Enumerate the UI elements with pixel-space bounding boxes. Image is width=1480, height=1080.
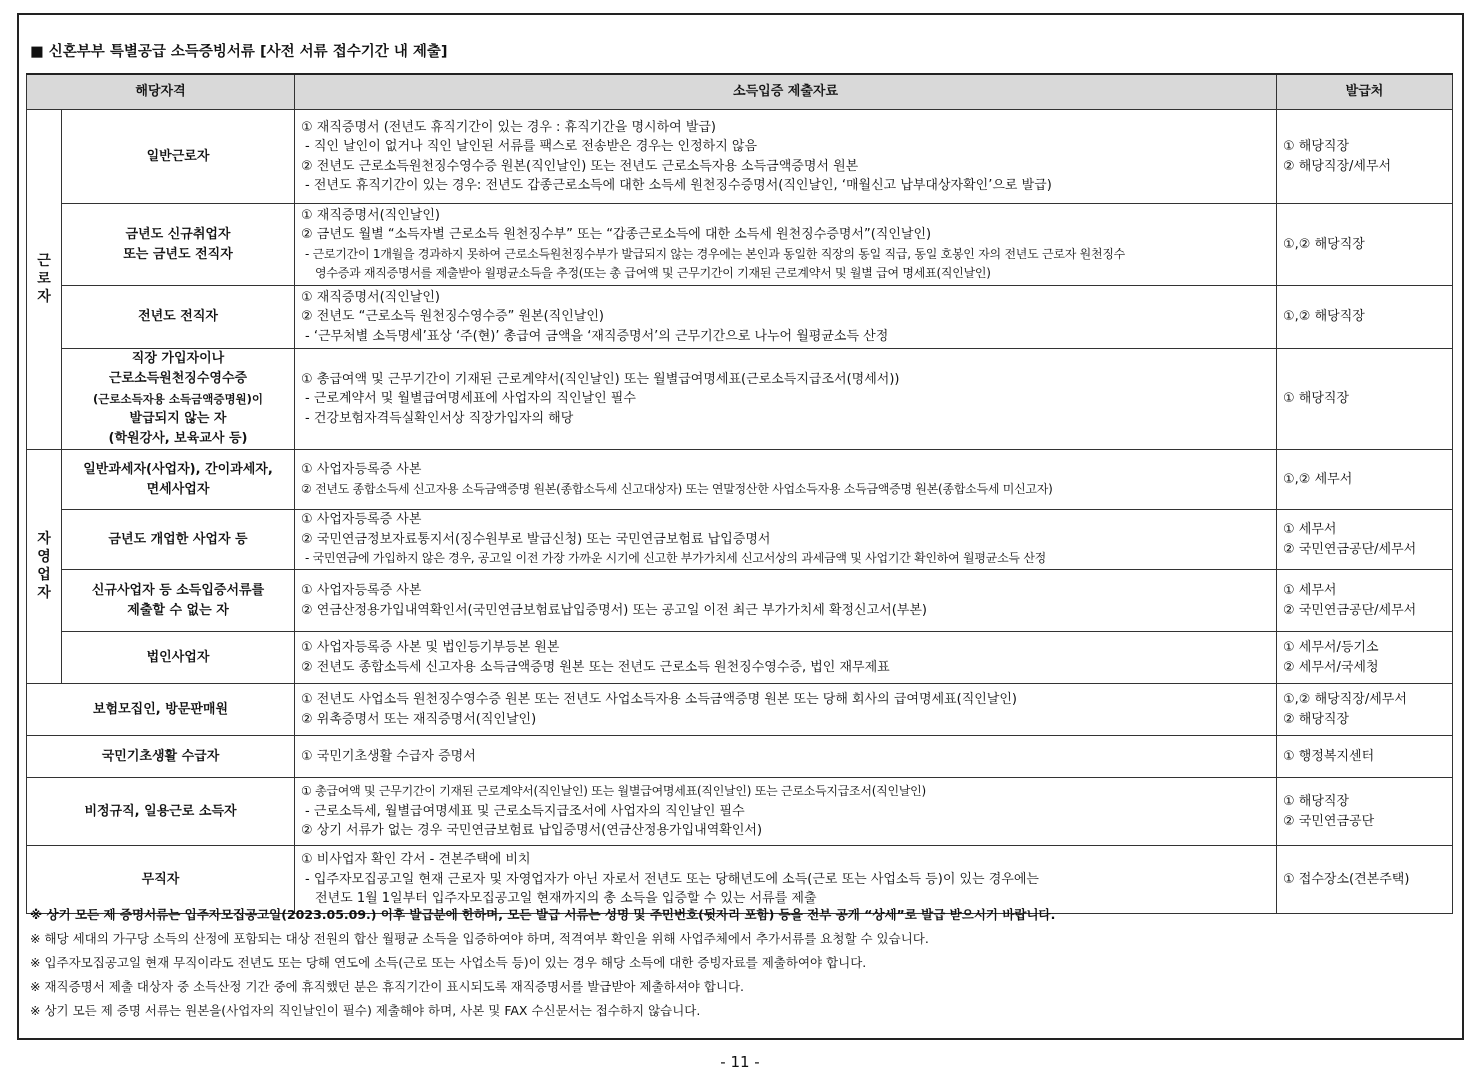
documents-cell: ① 총급여액 및 근무기간이 기재된 근로계약서(직인날인) 또는 월별급여명세표(직인날인) 또는 근로소득지급조서(직인날인) - 근로소득세, 월별급여명세표 및 근로소득지급조서에 사업자의 직인날인 필수 ② 상기 서류가 없는 경우 국민연금보험료 납입증명서(연금산정용가입내역확인서) <box>295 778 1277 846</box>
documents-cell: ① 전년도 사업소득 원천징수영수증 원본 또는 전년도 사업소득자용 소득금액증명 원본 또는 당해 회사의 급여명세표(직인날인) ② 위촉증명서 또는 재직증명서(직인날인) <box>295 684 1277 736</box>
note-item: ※ 입주자모집공고일 현재 무직이라도 전년도 또는 당해 연도에 소득(근로 또는 사업소득 등)이 있는 경우 해당 소득에 대한 증빙자료를 제출하여야 합니다. <box>30 955 867 970</box>
issuer-cell: ① 접수장소(견본주택) <box>1277 846 1453 914</box>
table-row <box>27 778 1453 846</box>
issuer-cell: ① 세무서 ② 국민연금공단/세무서 <box>1277 570 1453 632</box>
issuer-cell: ① 해당직장 <box>1277 349 1453 450</box>
table-row <box>27 736 1453 778</box>
header-qualification: 해당자격 <box>27 74 295 110</box>
qualification-cell: 일반근로자 <box>62 110 295 204</box>
table-row <box>27 110 1453 204</box>
issuer-cell: ①,② 세무서 <box>1277 450 1453 510</box>
documents-cell: ① 비사업자 확인 각서 - 견본주택에 비치 - 입주자모집공고일 현재 근로자 및 자영업자가 아닌 자로서 전년도 또는 당해년도에 소득(근로 또는 사업소득 등)이 있는 경우에는 전년도 1월 1일부터 입주자모집공고일 현재까지의 총 소득을 입증할 수 있는 서류를 제출 <box>295 846 1277 914</box>
issuer-cell: ① 해당직장 ② 해당직장/세무서 <box>1277 110 1453 204</box>
group-self-employed: 자영업자 <box>27 450 62 684</box>
issuer-cell: ① 해당직장 ② 국민연금공단 <box>1277 778 1453 846</box>
documents-cell: ① 국민기초생활 수급자 증명서 <box>295 736 1277 778</box>
table-row <box>27 684 1453 736</box>
note-item: ※ 해당 세대의 가구당 소득의 산정에 포함되는 대상 전원의 합산 월평균 소득을 입증하여야 하며, 적격여부 확인을 위해 사업주체에서 추가서류를 요청할 수 있습니다. <box>30 931 929 946</box>
table-row <box>27 632 1453 684</box>
qualification-cell: 비정규직, 일용근로 소득자 <box>27 778 295 846</box>
table-row <box>27 570 1453 632</box>
table-row <box>27 286 1453 349</box>
table-row <box>27 349 1453 450</box>
table-row <box>27 510 1453 570</box>
issuer-cell: ① 세무서 ② 국민연금공단/세무서 <box>1277 510 1453 570</box>
header-issuer: 발급처 <box>1277 74 1453 110</box>
table-header-row <box>27 74 1453 110</box>
issuer-cell: ①,② 해당직장/세무서 ② 해당직장 <box>1277 684 1453 736</box>
qualification-cell: 전년도 전직자 <box>62 286 295 349</box>
table-row <box>27 204 1453 286</box>
qualification-cell: 금년도 신규취업자 또는 금년도 전직자 <box>62 204 295 286</box>
documents-cell: ① 사업자등록증 사본 ② 국민연금정보자료통지서(징수원부로 발급신청) 또는 국민연금보험료 납입증명서 - 국민연금에 가입하지 않은 경우, 공고일 이전 가장 가까운 시기에 신고한 부가가치세 신고서상의 과세금액 및 사업기간 확인하여 월평균소득 산정 <box>295 510 1277 570</box>
notes-section <box>30 903 1450 1023</box>
documents-cell: ① 재직증명서(직인날인) ② 금년도 월별 “소득자별 근로소득 원천징수부” 또는 “갑종근로소득에 대한 소득세 원천징수증명서”(직인날인) - 근로기간이 1개월을 경과하지 못하여 근로소득원천징수부가 발급되지 않는 경우에는 본인과 동일한 직장의 동일 직급, 동일 호봉인 자의 전년도 근로자 원천징수 영수증과 재직증명서를 제출받아 월평균소득을 추정(또는 총 급여액 및 근무기간이 기재된 근로계약서 및 월별 급여 명세표(직인날인) <box>295 204 1277 286</box>
documents-cell: ① 재직증명서(직인날인) ② 전년도 “근로소득 원천징수영수증” 원본(직인날인) - ‘근무처별 소득명세’표상 ‘주(현)’ 총급여 금액을 ‘재직증명서’의 근무기간으로 나누어 월평균소득 산정 <box>295 286 1277 349</box>
section-title: ■ 신혼부부 특별공급 소득증빙서류 [사전 서류 접수기간 내 제출] <box>30 44 448 60</box>
note-item: ※ 상기 모든 제 증명서류는 입주자모집공고일(2023.05.09.) 이후 발급분에 한하며, 모든 발급 서류는 성명 및 주민번호(뒷자리 포함) 등을 전부 공개 “상세”로 발급 받으시기 바랍니다. <box>30 907 1056 922</box>
note-item: ※ 재직증명서 제출 대상자 중 소득산정 기간 중에 휴직했던 분은 휴직기간이 표시되도록 재직증명서를 발급받아 제출하셔야 합니다. <box>30 979 745 994</box>
group-worker: 근로자 <box>27 110 62 450</box>
header-documents: 소득입증 제출자료 <box>295 74 1277 110</box>
qualification-cell: 무직자 <box>27 846 295 914</box>
table-row <box>27 450 1453 510</box>
qualification-cell: 직장 가입자이나 근로소득원천징수영수증 (근로소득자용 소득금액증명원)이 발급되지 않는 자 (학원강사, 보육교사 등) <box>62 349 295 450</box>
documents-cell: ① 재직증명서 (전년도 휴직기간이 있는 경우 : 휴직기간을 명시하여 발급) - 직인 날인이 없거나 직인 날인된 서류를 팩스로 전송받은 경우는 인정하지 않음 ② 전년도 근로소득원천징수영수증 원본(직인날인) 또는 전년도 근로소득자용 소득금액증명서 원본 - 전년도 휴직기간이 있는 경우: 전년도 갑종근로소득에 대한 소득세 원천징수증명서(직인날인, ‘매월신고 납부대상자확인’으로 발급) <box>295 110 1277 204</box>
note-item: ※ 상기 모든 제 증명 서류는 원본을(사업자의 직인날인이 필수) 제출해야 하며, 사본 및 FAX 수신문서는 접수하지 않습니다. <box>30 1003 701 1018</box>
issuer-cell: ①,② 해당직장 <box>1277 204 1453 286</box>
page-number: - 11 - <box>720 1053 760 1071</box>
qualification-cell: 신규사업자 등 소득입증서류를 제출할 수 없는 자 <box>62 570 295 632</box>
documents-cell: ① 사업자등록증 사본 ② 전년도 종합소득세 신고자용 소득금액증명 원본(종합소득세 신고대상자) 또는 연말정산한 사업소득자용 소득금액증명 원본(종합소득세 미신고자) <box>295 450 1277 510</box>
qualification-cell: 법인사업자 <box>62 632 295 684</box>
documents-cell: ① 사업자등록증 사본 ② 연금산정용가입내역확인서(국민연금보험료납입증명서) 또는 공고일 이전 최근 부가가치세 확정신고서(부본) <box>295 570 1277 632</box>
documents-cell: ① 사업자등록증 사본 및 법인등기부등본 원본 ② 전년도 종합소득세 신고자용 소득금액증명 원본 또는 전년도 근로소득 원천징수영수증, 법인 재무제표 <box>295 632 1277 684</box>
income-documents-table <box>26 73 1453 914</box>
issuer-cell: ①,② 해당직장 <box>1277 286 1453 349</box>
qualification-cell: 일반과세자(사업자), 간이과세자, 면세사업자 <box>62 450 295 510</box>
qualification-cell: 금년도 개업한 사업자 등 <box>62 510 295 570</box>
documents-cell: ① 총급여액 및 근무기간이 기재된 근로계약서(직인날인) 또는 월별급여명세표(근로소득지급조서(명세서)) - 근로계약서 및 월별급여명세표에 사업자의 직인날인 필수 - 건강보험자격득실확인서상 직장가입자의 해당 <box>295 349 1277 450</box>
issuer-cell: ① 행정복지센터 <box>1277 736 1453 778</box>
qualification-cell: 보험모집인, 방문판매원 <box>27 684 295 736</box>
qualification-cell: 국민기초생활 수급자 <box>27 736 295 778</box>
issuer-cell: ① 세무서/등기소 ② 세무서/국세청 <box>1277 632 1453 684</box>
